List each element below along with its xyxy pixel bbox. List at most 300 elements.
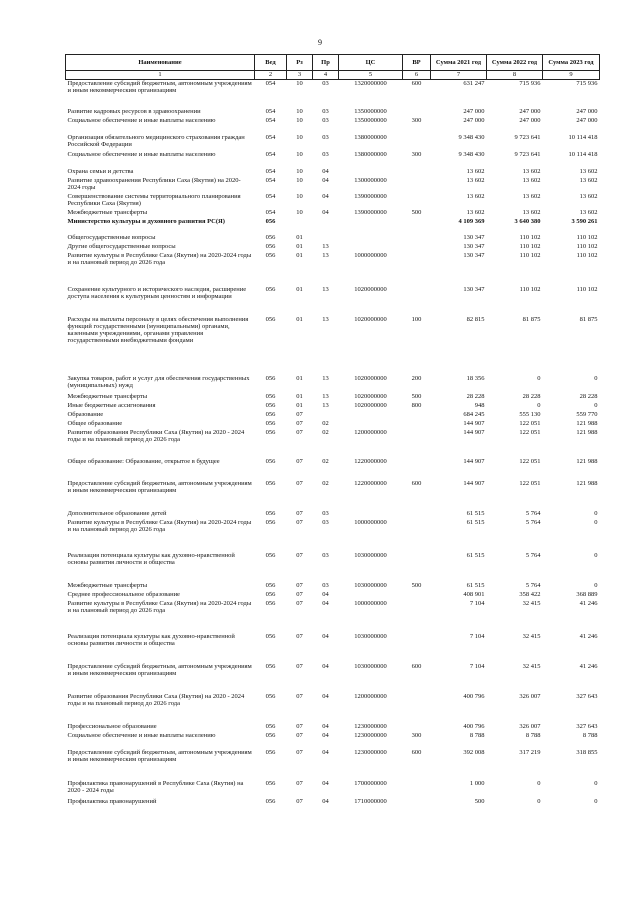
row-sum-2023: 28 228 <box>579 392 598 400</box>
row-rz: 01 <box>296 315 303 323</box>
row-pr: 03 <box>322 581 329 589</box>
row-name: Социальное обеспечение и иные выплаты населению <box>67 116 216 124</box>
table-row <box>66 591 600 600</box>
row-vr: 100 <box>411 315 422 323</box>
row-pr: 04 <box>322 731 329 739</box>
row-sum-2022: 555 130 <box>519 410 541 418</box>
row-vr <box>403 134 431 151</box>
row-name: Развитие образования Республики Саха (Якутия) на 2020 - 2024 годы и на плановый период до 2026 года <box>67 692 245 707</box>
row-rz: 07 <box>296 731 303 739</box>
row-vr: 600 <box>411 80 422 87</box>
row-sum-2021: 247 000 <box>463 116 485 124</box>
row-sum-2022: 32 415 <box>522 599 541 607</box>
row-rz: 10 <box>296 133 303 141</box>
row-sum-2021: 130 347 <box>463 251 485 259</box>
row-sum-2021: 144 907 <box>463 428 485 436</box>
row-cs: 1020000000 <box>354 285 387 293</box>
table-row <box>66 749 600 780</box>
row-ved: 054 <box>265 150 276 158</box>
table-row <box>66 393 600 402</box>
row-pr: 04 <box>322 692 329 700</box>
row-rz: 10 <box>296 107 303 115</box>
row-cs: 1700000000 <box>354 779 387 787</box>
row-vr <box>403 193 431 209</box>
column-index-row <box>66 71 600 80</box>
row-sum-2023: 41 246 <box>579 632 598 640</box>
table-row <box>66 780 600 798</box>
row-name: Межбюджетные трансферты <box>67 392 148 400</box>
row-name: Предоставление субсидий бюджетным, автономным учреждениям и иным некоммерческим организациям <box>67 479 252 494</box>
row-rz: 07 <box>296 410 303 418</box>
row-sum-2023: 368 889 <box>576 590 598 598</box>
table-body <box>66 80 600 807</box>
table-row <box>66 80 600 108</box>
row-name: Развитие кадровых ресурсов в здравоохранении <box>67 107 201 115</box>
row-pr <box>313 218 339 234</box>
row-sum-2023: 110 102 <box>576 251 598 259</box>
row-name: Расходы на выплаты персоналу в целях обеспечения выполнения функций государственными (муниципальными) органами, казенными учреждениями, органами управления государственными внебюджетными фондами <box>67 315 249 344</box>
row-name: Общее образование <box>67 419 123 427</box>
row-cs: 1320000000 <box>354 80 387 87</box>
row-ved: 054 <box>265 116 276 124</box>
row-sum-2023: 110 102 <box>576 285 598 293</box>
row-rz: 01 <box>296 285 303 293</box>
row-vr: 200 <box>411 374 422 382</box>
row-name: Развитие культуры в Республике Саха (Якутия) на 2020-2024 годы и на плановый период до 2026 года <box>67 518 252 533</box>
row-sum-2022: 13 602 <box>522 167 541 175</box>
header-sum-2023: Сумма 2023 год <box>543 55 600 71</box>
row-ved: 056 <box>265 419 276 427</box>
row-cs: 1350000000 <box>354 116 387 124</box>
row-pr: 04 <box>322 632 329 640</box>
table-row <box>66 151 600 168</box>
row-sum-2021: 7 104 <box>469 599 485 607</box>
row-sum-2022: 5 764 <box>525 509 541 517</box>
row-vr: 800 <box>411 401 422 409</box>
row-sum-2023: 41 246 <box>579 599 598 607</box>
row-vr: 300 <box>411 731 422 739</box>
table-row <box>66 411 600 420</box>
row-name: Другие общегосударственные вопросы <box>67 242 176 250</box>
row-sum-2021: 948 <box>474 401 485 409</box>
row-ved: 056 <box>265 692 276 700</box>
row-vr: 500 <box>411 208 422 216</box>
row-name: Общегосударственные вопросы <box>67 233 156 241</box>
row-pr: 03 <box>322 80 329 87</box>
row-sum-2023: 247 000 <box>576 107 598 115</box>
row-rz: 07 <box>296 419 303 427</box>
row-cs <box>339 234 403 243</box>
row-ved: 056 <box>265 242 276 250</box>
row-rz: 10 <box>296 208 303 216</box>
column-index: 2 <box>255 71 287 80</box>
row-sum-2023: 327 643 <box>576 692 598 700</box>
row-cs: 1030000000 <box>354 662 387 670</box>
column-index: 6 <box>403 71 431 80</box>
row-name: Министерство культуры и духовного развития РС(Я) <box>67 217 225 225</box>
row-ved: 056 <box>265 217 276 225</box>
row-rz: 07 <box>296 590 303 598</box>
row-name: Общее образование: Образование, открытое в будущее <box>67 457 220 465</box>
row-ved: 056 <box>265 428 276 436</box>
row-vr <box>403 591 431 600</box>
row-ved: 056 <box>265 632 276 640</box>
row-rz: 01 <box>296 233 303 241</box>
row-ved: 056 <box>265 509 276 517</box>
row-name: Профилактика правонарушений <box>67 797 157 805</box>
row-ved: 056 <box>265 251 276 259</box>
column-index: 7 <box>431 71 487 80</box>
row-pr: 13 <box>322 251 329 259</box>
row-vr <box>403 286 431 316</box>
row-sum-2022: 32 415 <box>522 632 541 640</box>
table-row <box>66 243 600 252</box>
row-vr: 500 <box>411 581 422 589</box>
row-vr: 600 <box>411 479 422 487</box>
row-cs: 1220000000 <box>354 479 387 487</box>
row-vr <box>403 458 431 480</box>
row-ved: 054 <box>265 133 276 141</box>
table-row <box>66 252 600 286</box>
header-pr: Пр <box>313 55 339 71</box>
table-row <box>66 193 600 209</box>
row-pr: 03 <box>322 551 329 559</box>
row-cs: 1000000000 <box>354 251 387 259</box>
row-sum-2021: 13 602 <box>466 176 485 184</box>
row-ved: 056 <box>265 401 276 409</box>
table-row <box>66 177 600 193</box>
row-rz: 07 <box>296 748 303 756</box>
row-ved: 056 <box>265 731 276 739</box>
row-vr <box>403 411 431 420</box>
row-rz: 10 <box>296 176 303 184</box>
row-pr: 02 <box>322 457 329 465</box>
header-vr: ВР <box>403 55 431 71</box>
row-sum-2023: 13 602 <box>579 208 598 216</box>
row-pr: 04 <box>322 722 329 730</box>
row-sum-2022: 715 936 <box>519 80 541 87</box>
row-cs: 1030000000 <box>354 581 387 589</box>
table-row <box>66 600 600 633</box>
row-cs <box>339 510 403 519</box>
row-sum-2021: 408 901 <box>463 590 485 598</box>
row-sum-2021: 144 907 <box>463 419 485 427</box>
row-rz: 07 <box>296 551 303 559</box>
row-name: Межбюджетные трансферты <box>67 581 148 589</box>
row-vr: 500 <box>411 392 422 400</box>
row-pr: 13 <box>322 392 329 400</box>
header-name: Наименование <box>66 55 255 71</box>
page-number: 9 <box>318 38 322 47</box>
budget-table <box>65 54 600 807</box>
row-rz: 07 <box>296 518 303 526</box>
table-row <box>66 234 600 243</box>
row-sum-2021: 684 245 <box>463 410 485 418</box>
row-name: Развитие культуры в Республике Саха (Якутия) на 2020-2024 годы и на плановый период до 2026 года <box>67 251 252 266</box>
row-sum-2021: 130 347 <box>463 233 485 241</box>
row-name: Профессиональное образование <box>67 722 157 730</box>
row-vr: 300 <box>411 150 422 158</box>
row-sum-2022: 326 007 <box>519 722 541 730</box>
row-sum-2022: 8 788 <box>525 731 541 739</box>
row-name: Профилактика правонарушений в Республике Саха (Якутия) на 2020 - 2024 годы <box>67 779 244 794</box>
row-pr: 13 <box>322 401 329 409</box>
row-vr <box>403 600 431 633</box>
row-vr <box>403 798 431 807</box>
row-ved: 056 <box>265 722 276 730</box>
row-sum-2023: 0 <box>594 779 598 787</box>
row-cs: 1230000000 <box>354 731 387 739</box>
row-ved: 056 <box>265 590 276 598</box>
row-name: Развитие культуры в Республике Саха (Якутия) на 2020-2024 годы и на плановый период до 2026 года <box>67 599 252 614</box>
row-name: Предоставление субсидий бюджетным, автономным учреждениям и иным некоммерческим организациям <box>67 662 252 677</box>
row-sum-2022: 122 051 <box>519 428 541 436</box>
row-sum-2022: 32 415 <box>522 662 541 670</box>
row-sum-2022: 358 422 <box>519 590 541 598</box>
row-sum-2022: 247 000 <box>519 116 541 124</box>
row-sum-2021: 400 796 <box>463 722 485 730</box>
row-pr: 04 <box>322 599 329 607</box>
row-pr: 04 <box>322 662 329 670</box>
row-pr: 13 <box>322 374 329 382</box>
column-index: 8 <box>487 71 543 80</box>
table-row <box>66 510 600 519</box>
row-sum-2022: 122 051 <box>519 479 541 487</box>
row-pr: 13 <box>322 315 329 323</box>
row-cs: 1230000000 <box>354 722 387 730</box>
row-vr <box>403 252 431 286</box>
row-sum-2021: 82 815 <box>466 315 485 323</box>
row-cs: 1020000000 <box>354 401 387 409</box>
row-cs: 1230000000 <box>354 748 387 756</box>
row-sum-2022: 110 102 <box>519 233 541 241</box>
row-ved: 056 <box>265 410 276 418</box>
row-name: Предоставление субсидий бюджетным, автономным учреждениям и иным некоммерческим организациям <box>67 80 252 94</box>
row-sum-2022: 28 228 <box>522 392 541 400</box>
table-row <box>66 168 600 177</box>
table-row <box>66 552 600 582</box>
row-sum-2022: 5 764 <box>525 551 541 559</box>
row-cs: 1020000000 <box>354 315 387 323</box>
row-sum-2023: 81 875 <box>579 315 598 323</box>
row-name: Предоставление субсидий бюджетным, автономным учреждениям и иным некоммерческим организациям <box>67 748 252 763</box>
row-sum-2022: 122 051 <box>519 419 541 427</box>
row-sum-2021: 400 796 <box>463 692 485 700</box>
row-ved: 054 <box>265 176 276 184</box>
table-row <box>66 480 600 510</box>
row-cs <box>339 411 403 420</box>
row-sum-2023: 110 102 <box>576 242 598 250</box>
row-sum-2021: 7 104 <box>469 662 485 670</box>
header-sum-2022: Сумма 2022 год <box>487 55 543 71</box>
row-sum-2021: 13 602 <box>466 208 485 216</box>
row-pr: 03 <box>322 509 329 517</box>
row-sum-2021: 8 788 <box>469 731 485 739</box>
row-sum-2022: 110 102 <box>519 251 541 259</box>
row-vr: 300 <box>411 116 422 124</box>
row-sum-2023: 559 770 <box>576 410 598 418</box>
row-pr: 03 <box>322 518 329 526</box>
row-sum-2023: 121 988 <box>576 479 598 487</box>
table-row <box>66 519 600 552</box>
table-row <box>66 375 600 393</box>
row-name: Социальное обеспечение и иные выплаты населению <box>67 731 216 739</box>
row-rz: 07 <box>296 479 303 487</box>
row-vr: 600 <box>411 748 422 756</box>
row-sum-2022: 0 <box>537 797 541 805</box>
row-ved: 056 <box>265 551 276 559</box>
row-pr: 04 <box>322 208 329 216</box>
table-row <box>66 663 600 693</box>
row-rz: 07 <box>296 599 303 607</box>
row-rz: 07 <box>296 428 303 436</box>
row-ved: 056 <box>265 779 276 787</box>
row-sum-2022: 13 602 <box>522 208 541 216</box>
row-sum-2021: 500 <box>474 797 485 805</box>
row-cs: 1000000000 <box>354 599 387 607</box>
row-name: Развитие образования Республики Саха (Якутия) на 2020 - 2024 годы и на плановый период до 2026 года <box>67 428 245 443</box>
row-vr <box>403 510 431 519</box>
row-sum-2021: 28 228 <box>466 392 485 400</box>
table-row <box>66 732 600 749</box>
row-sum-2023: 0 <box>594 581 598 589</box>
row-sum-2021: 130 347 <box>463 285 485 293</box>
row-ved: 056 <box>265 662 276 670</box>
row-cs: 1200000000 <box>354 692 387 700</box>
row-pr: 03 <box>322 107 329 115</box>
row-sum-2023: 13 602 <box>579 192 598 200</box>
row-ved: 056 <box>265 457 276 465</box>
row-rz: 01 <box>296 392 303 400</box>
row-sum-2022: 0 <box>537 401 541 409</box>
row-vr <box>403 177 431 193</box>
row-ved: 056 <box>265 285 276 293</box>
row-vr <box>403 218 431 234</box>
row-sum-2021: 61 515 <box>466 509 485 517</box>
row-cs <box>339 243 403 252</box>
row-ved: 056 <box>265 374 276 382</box>
row-sum-2022: 9 723 641 <box>514 133 541 141</box>
row-rz: 10 <box>296 192 303 200</box>
row-name: Дополнительное образование детей <box>67 509 167 517</box>
row-rz: 01 <box>296 401 303 409</box>
row-rz: 07 <box>296 692 303 700</box>
row-ved: 056 <box>265 599 276 607</box>
table-row <box>66 316 600 375</box>
table-row <box>66 134 600 151</box>
row-cs: 1390000000 <box>354 192 387 200</box>
row-pr: 04 <box>322 192 329 200</box>
row-sum-2022: 3 640 380 <box>514 217 541 225</box>
row-sum-2023: 8 788 <box>582 731 598 739</box>
row-ved: 056 <box>265 518 276 526</box>
row-sum-2021: 144 907 <box>463 457 485 465</box>
header-sum-2021: Сумма 2021 год <box>431 55 487 71</box>
row-name: Развитие здравоохранения Республики Саха (Якутия) на 2020-2024 годы <box>67 176 241 191</box>
column-index: 3 <box>287 71 313 80</box>
row-sum-2021: 247 000 <box>463 107 485 115</box>
row-name: Реализация потенциала культуры как духовно-нравственной основы развития личности и общества <box>67 632 235 647</box>
row-sum-2021: 13 602 <box>466 192 485 200</box>
row-sum-2023: 0 <box>594 797 598 805</box>
row-sum-2023: 3 590 261 <box>571 217 598 225</box>
table-row <box>66 798 600 807</box>
row-sum-2023: 13 602 <box>579 167 598 175</box>
row-sum-2021: 61 515 <box>466 581 485 589</box>
table-row <box>66 402 600 411</box>
row-ved: 056 <box>265 315 276 323</box>
row-rz <box>287 218 313 234</box>
row-pr: 02 <box>322 428 329 436</box>
row-ved: 056 <box>265 479 276 487</box>
row-pr: 03 <box>322 116 329 124</box>
row-rz: 07 <box>296 797 303 805</box>
row-sum-2022: 81 875 <box>522 315 541 323</box>
row-cs: 1380000000 <box>354 133 387 141</box>
row-pr: 04 <box>322 797 329 805</box>
row-sum-2021: 144 907 <box>463 479 485 487</box>
table-row <box>66 286 600 316</box>
row-sum-2023: 10 114 418 <box>568 150 598 158</box>
row-ved: 054 <box>265 208 276 216</box>
row-rz: 10 <box>296 80 303 87</box>
row-sum-2023: 318 855 <box>576 748 598 756</box>
row-cs <box>339 218 403 234</box>
row-vr <box>403 693 431 723</box>
table-row <box>66 108 600 117</box>
row-cs <box>339 420 403 429</box>
row-sum-2021: 1 000 <box>469 779 485 787</box>
row-sum-2023: 0 <box>594 509 598 517</box>
row-sum-2023: 0 <box>594 518 598 526</box>
row-sum-2023: 0 <box>594 374 598 382</box>
row-pr: 02 <box>322 419 329 427</box>
row-sum-2021: 9 348 430 <box>458 133 485 141</box>
row-ved: 054 <box>265 167 276 175</box>
row-vr <box>403 633 431 663</box>
row-cs <box>339 168 403 177</box>
column-index: 5 <box>339 71 403 80</box>
row-cs <box>339 591 403 600</box>
row-sum-2023: 121 988 <box>576 428 598 436</box>
row-rz: 07 <box>296 779 303 787</box>
row-cs: 1030000000 <box>354 551 387 559</box>
row-sum-2021: 7 104 <box>469 632 485 640</box>
row-sum-2021: 4 109 369 <box>458 217 485 225</box>
row-cs: 1020000000 <box>354 392 387 400</box>
row-sum-2021: 18 356 <box>466 374 485 382</box>
header-rz: Рз <box>287 55 313 71</box>
row-ved: 054 <box>265 107 276 115</box>
row-rz: 01 <box>296 242 303 250</box>
row-sum-2022: 122 051 <box>519 457 541 465</box>
row-pr: 04 <box>322 167 329 175</box>
row-sum-2023: 247 000 <box>576 116 598 124</box>
row-sum-2023: 41 246 <box>579 662 598 670</box>
row-pr: 04 <box>322 779 329 787</box>
row-name: Закупка товаров, работ и услуг для обеспечения государственных (муниципальных) нужд <box>67 374 250 389</box>
row-sum-2022: 0 <box>537 779 541 787</box>
row-ved: 054 <box>265 192 276 200</box>
row-pr: 04 <box>322 590 329 598</box>
row-ved: 056 <box>265 233 276 241</box>
row-name: Иные бюджетные ассигнования <box>67 401 156 409</box>
row-ved: 056 <box>265 748 276 756</box>
row-ved: 054 <box>265 80 276 87</box>
row-sum-2021: 631 247 <box>463 80 485 87</box>
row-cs: 1020000000 <box>354 374 387 382</box>
row-pr <box>313 411 339 420</box>
